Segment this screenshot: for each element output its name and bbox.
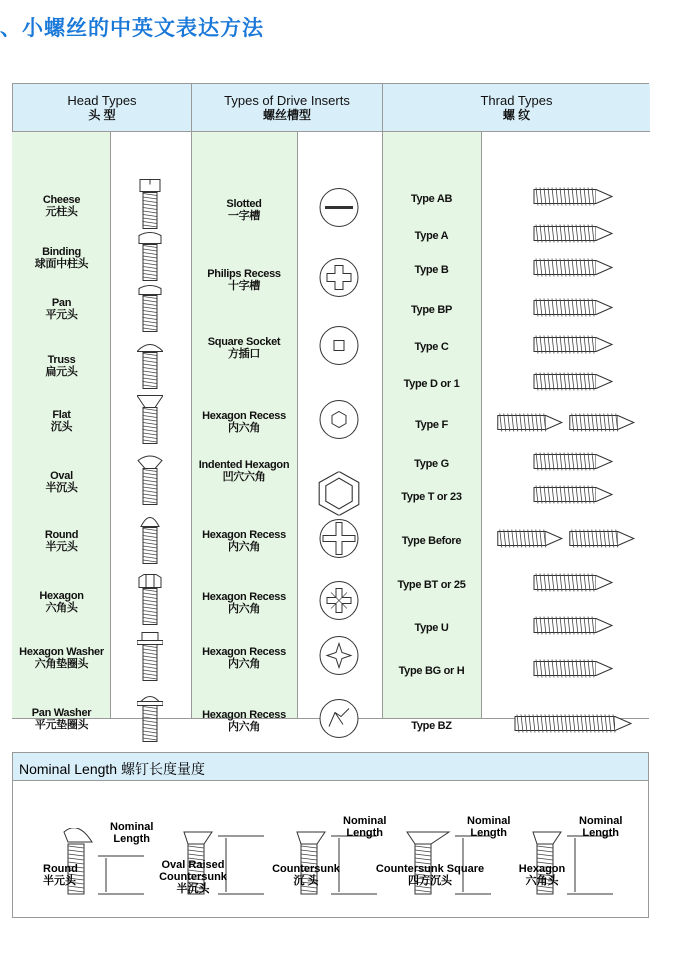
thread-type-label <box>382 264 481 276</box>
thread-type-label <box>382 622 481 634</box>
label-cn: 沉头 <box>50 421 73 433</box>
label-cn: 内六角 <box>227 603 261 615</box>
thread-type-icon <box>532 615 614 642</box>
label-en: Round <box>44 529 79 541</box>
label-cn: 半元头 <box>45 541 78 553</box>
label-cn: 六角头 <box>45 602 78 614</box>
label-en: Hexagon Recess <box>202 410 286 422</box>
label-en: Type T or 23 <box>401 491 462 503</box>
caption-en: Hexagon <box>518 863 566 875</box>
drive-type-label <box>191 459 297 483</box>
thread-type-label <box>382 458 481 470</box>
head-type-label <box>13 646 110 670</box>
label-en: Oval <box>50 470 73 482</box>
slotted-icon <box>319 188 359 233</box>
hex-recess-icon <box>319 400 359 445</box>
nominal-length-label <box>343 815 386 839</box>
label-cn: 六角垫圈头 <box>34 658 89 670</box>
label-cn: 内六角 <box>227 658 261 670</box>
label-en: Type AB <box>410 193 453 205</box>
thread-type-label <box>382 665 481 677</box>
label-en: Binding <box>42 246 81 258</box>
header-head-types: Head Types 头 型 <box>12 84 191 132</box>
thread-type-label <box>382 720 481 732</box>
label-en: Type BZ <box>411 720 452 732</box>
caption-cn: 六角头 <box>525 875 559 887</box>
label-cn: 球面中柱头 <box>34 258 89 270</box>
nominal-label-line1: Nominal <box>343 815 387 827</box>
screw-head-icon <box>137 230 163 287</box>
label-cn: 平元垫圈头 <box>34 719 89 731</box>
screw-head-icon <box>137 338 163 395</box>
nominal-label-line2: Length <box>582 827 620 839</box>
caption-cn: 半沉头 <box>176 883 210 895</box>
head-type-label <box>13 297 110 321</box>
label-en: Hexagon Recess <box>202 591 286 603</box>
nominal-length-title: Nominal Length 螺钉长度量度 <box>13 753 648 781</box>
drive-type-label <box>191 591 297 615</box>
label-en: Type BT or 25 <box>397 579 466 591</box>
label-en: Type F <box>415 419 448 431</box>
label-en: Type G <box>414 458 449 470</box>
label-en: Truss <box>47 354 76 366</box>
label-en: Hexagon Recess <box>202 709 286 721</box>
nominal-label-line1: Nominal <box>110 821 154 833</box>
thread-type-label <box>382 341 481 353</box>
tri-wing-icon <box>319 699 359 744</box>
cross-icon <box>319 519 359 564</box>
nominal-label-line1: Nominal <box>467 815 511 827</box>
drive-type-label <box>191 529 297 553</box>
nominal-length-panel <box>12 752 649 918</box>
label-cn: 元柱头 <box>45 206 78 218</box>
label-en: Indented Hexagon <box>198 459 290 471</box>
head-type-label <box>13 470 110 494</box>
label-en: Type D or 1 <box>403 378 460 390</box>
label-en: Type U <box>414 622 449 634</box>
label-en: Type BG or H <box>398 665 465 677</box>
label-en: Type Before <box>401 535 462 547</box>
head-type-label <box>13 707 110 731</box>
header-drive-types: Types of Drive Inserts 螺丝槽型 <box>191 84 382 132</box>
screw-head-icon <box>137 630 163 687</box>
label-en: Philips Recess <box>207 268 281 280</box>
drive-type-label <box>191 268 297 292</box>
screw-types-table <box>12 83 649 733</box>
nominal-label-line2: Length <box>470 827 508 839</box>
thread-type-icon <box>496 528 636 555</box>
label-cn: 一字槽 <box>227 210 261 222</box>
label-en: Hexagon Recess <box>202 529 286 541</box>
screw-head-icon <box>137 281 163 338</box>
caption-cn: 沉 头 <box>293 875 319 887</box>
thread-type-icon <box>532 658 614 685</box>
label-en: Pan Washer <box>31 707 92 719</box>
thread-type-icon <box>532 223 614 250</box>
drive-type-label <box>191 198 297 222</box>
label-en: Hexagon Recess <box>202 646 286 658</box>
caption-cn: 半元头 <box>43 875 76 887</box>
drive-type-label <box>191 336 297 360</box>
caption-en: Countersunk Square <box>375 863 485 875</box>
nominal-screw-caption <box>158 859 228 895</box>
label-cn: 平元头 <box>45 309 78 321</box>
thread-type-icon <box>532 572 614 599</box>
label-en: Type A <box>414 230 449 242</box>
thread-type-icon <box>532 484 614 511</box>
label-cn: 十字槽 <box>227 280 261 292</box>
label-en: Hexagon Washer <box>19 646 104 658</box>
label-cn: 凹穴六角 <box>222 471 266 483</box>
label-cn: 内六角 <box>227 541 261 553</box>
thread-type-icon <box>532 186 614 213</box>
label-en: Slotted <box>226 198 262 210</box>
nominal-screw-caption <box>375 863 485 887</box>
thread-type-icon <box>532 297 614 324</box>
nominal-length-label <box>579 815 622 839</box>
nominal-length-label <box>467 815 510 839</box>
label-en: Type C <box>414 341 449 353</box>
caption-en: Countersunk <box>272 863 340 875</box>
nominal-screw-caption <box>271 863 341 887</box>
indented-hex-icon <box>317 472 361 521</box>
thread-type-label <box>382 579 481 591</box>
square-socket-icon <box>319 326 359 371</box>
thread-type-label <box>382 535 481 547</box>
label-cn: 方插口 <box>227 348 261 360</box>
screw-head-icon <box>137 178 163 235</box>
thread-type-label <box>382 491 481 503</box>
caption-cn: 四方沉头 <box>408 875 452 887</box>
thread-type-icon <box>532 257 614 284</box>
label-cn: 扁元头 <box>45 366 78 378</box>
screw-head-icon <box>137 513 163 570</box>
label-cn: 内六角 <box>227 422 261 434</box>
thread-type-icon <box>532 371 614 398</box>
label-en: Pan <box>51 297 72 309</box>
head-type-label <box>13 529 110 553</box>
star-icon <box>319 636 359 681</box>
caption-en: Oval Raised Countersunk <box>159 859 227 883</box>
nominal-length-label <box>110 821 153 845</box>
caption-en: Round <box>43 863 78 875</box>
label-en: Hexagon <box>39 590 84 602</box>
nominal-screw-caption <box>43 863 113 887</box>
thread-type-icon <box>532 334 614 361</box>
nominal-label-line2: Length <box>346 827 384 839</box>
nominal-label-line1: Nominal <box>579 815 623 827</box>
thread-type-icon <box>496 412 636 439</box>
drive-type-label <box>191 709 297 733</box>
nominal-label-line2: Length <box>113 833 151 845</box>
label-en: Cheese <box>42 194 81 206</box>
drive-type-label <box>191 410 297 434</box>
label-en: Square Socket <box>207 336 281 348</box>
thread-type-label <box>382 419 481 431</box>
label-en: Flat <box>52 409 71 421</box>
head-type-label <box>13 409 110 433</box>
screw-head-icon <box>137 393 163 450</box>
nominal-screw-caption <box>507 863 577 887</box>
drive-type-label <box>191 646 297 670</box>
thread-type-label <box>382 378 481 390</box>
head-type-label <box>13 354 110 378</box>
thread-type-label <box>382 230 481 242</box>
page-title: 、小螺丝的中英文表达方法 <box>0 16 264 40</box>
head-type-label <box>13 246 110 270</box>
screw-head-icon <box>137 691 163 748</box>
thread-type-icon <box>532 451 614 478</box>
philips-icon <box>319 258 359 303</box>
label-en: Type B <box>414 264 449 276</box>
thread-type-label <box>382 304 481 316</box>
label-cn: 内六角 <box>227 721 261 733</box>
header-thread-types: Thrad Types 螺 纹 <box>382 84 650 132</box>
head-type-label <box>13 590 110 614</box>
screw-head-icon <box>137 454 163 511</box>
head-type-label <box>13 194 110 218</box>
pozidriv-icon <box>319 581 359 626</box>
screw-head-icon <box>137 574 163 631</box>
label-en: Type BP <box>410 304 453 316</box>
thread-type-icon <box>513 713 633 740</box>
label-cn: 半沉头 <box>45 482 78 494</box>
thread-type-label <box>382 193 481 205</box>
